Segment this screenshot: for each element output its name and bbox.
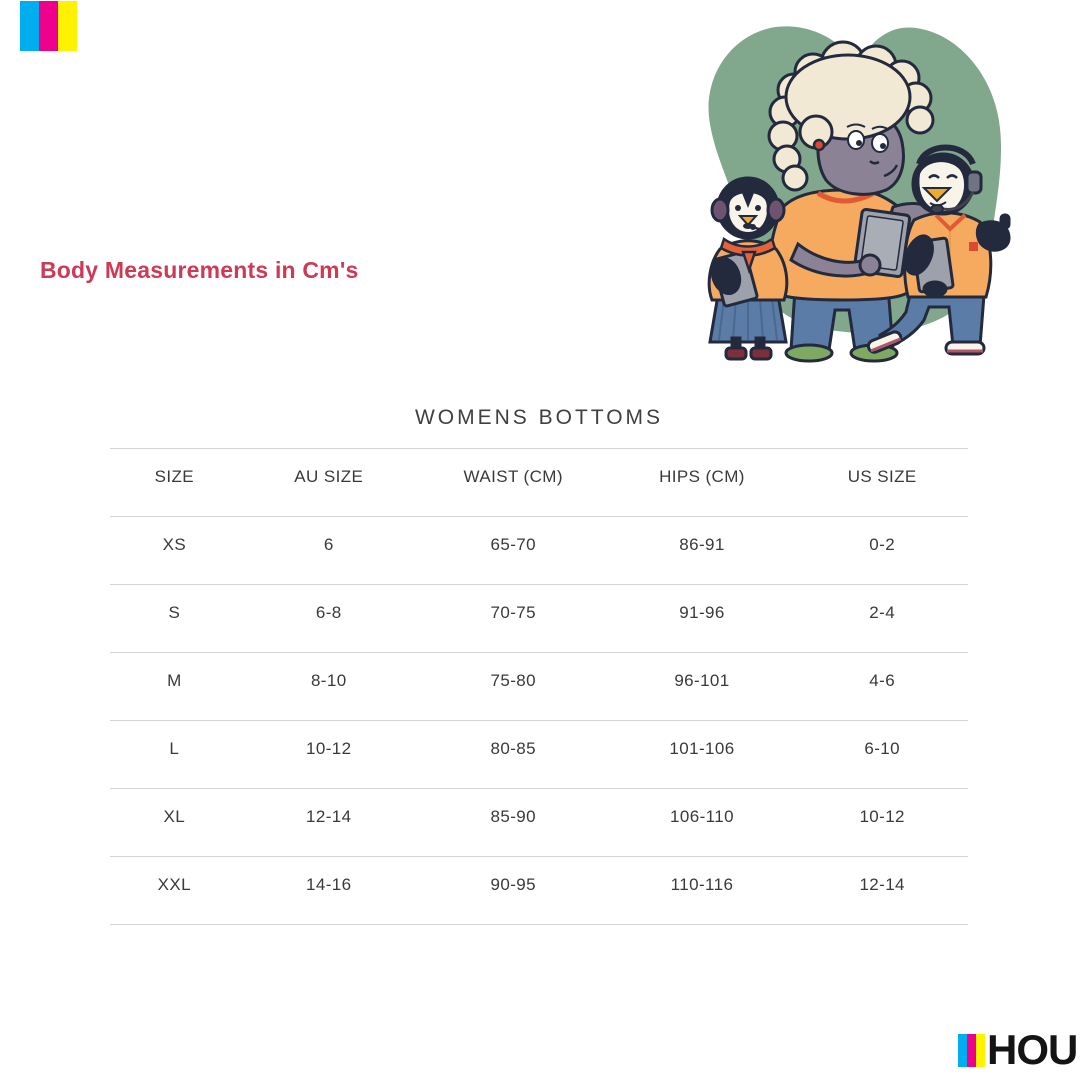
cell-waist: 90-95: [419, 857, 608, 925]
table-title: WOMENS BOTTOMS: [414, 406, 664, 429]
cell-hips: 106-110: [608, 789, 797, 857]
cell-au-size: 12-14: [239, 789, 419, 857]
cell-au-size: 14-16: [239, 857, 419, 925]
column-header-size: SIZE: [110, 449, 239, 517]
cell-waist: 75-80: [419, 653, 608, 721]
column-header-hips: HIPS (CM): [608, 449, 797, 517]
column-header-au-size: AU SIZE: [239, 449, 419, 517]
cell-au-size: 8-10: [239, 653, 419, 721]
cell-hips: 110-116: [608, 857, 797, 925]
cmyk-logo-icon: [20, 1, 77, 51]
cell-us-size: 0-2: [796, 517, 968, 585]
cell-size: XL: [110, 789, 239, 857]
cyan-bar: [958, 1034, 967, 1067]
cell-size: L: [110, 721, 239, 789]
cell-us-size: 2-4: [796, 585, 968, 653]
cell-hips: 96-101: [608, 653, 797, 721]
left-penguin-character: [708, 178, 787, 359]
cmyk-logo-icon: [958, 1034, 985, 1067]
cell-au-size: 10-12: [239, 721, 419, 789]
table-row: [110, 653, 968, 721]
cell-hips: 101-106: [608, 721, 797, 789]
magenta-bar: [967, 1034, 976, 1067]
table-row: [110, 857, 968, 925]
page-heading: Body Measurements in Cm's: [40, 257, 359, 283]
yellow-bar: [976, 1034, 985, 1067]
table-row: [110, 789, 968, 857]
hou-logo: HOU: [958, 1034, 1077, 1067]
cell-waist: 80-85: [419, 721, 608, 789]
cell-us-size: 10-12: [796, 789, 968, 857]
cyan-bar: [20, 1, 39, 51]
cell-us-size: 6-10: [796, 721, 968, 789]
column-header-us-size: US SIZE: [796, 449, 968, 517]
cell-size: XS: [110, 517, 239, 585]
table-row: [110, 517, 968, 585]
cell-au-size: 6-8: [239, 585, 419, 653]
cell-hips: 91-96: [608, 585, 797, 653]
yellow-bar: [58, 1, 77, 51]
cell-size: S: [110, 585, 239, 653]
table-header-row: [110, 449, 968, 517]
table-row: [110, 585, 968, 653]
support-team-illustration: [688, 12, 1030, 370]
cell-waist: 65-70: [419, 517, 608, 585]
column-header-waist: WAIST (CM): [419, 449, 608, 517]
cell-us-size: 4-6: [796, 653, 968, 721]
cell-hips: 86-91: [608, 517, 797, 585]
cell-us-size: 12-14: [796, 857, 968, 925]
cell-waist: 70-75: [419, 585, 608, 653]
cell-size: XXL: [110, 857, 239, 925]
cell-waist: 85-90: [419, 789, 608, 857]
illustration-svg: [688, 12, 1030, 370]
cell-size: M: [110, 653, 239, 721]
cell-au-size: 6: [239, 517, 419, 585]
table-row: [110, 721, 968, 789]
size-table: [110, 448, 968, 925]
magenta-bar: [39, 1, 58, 51]
